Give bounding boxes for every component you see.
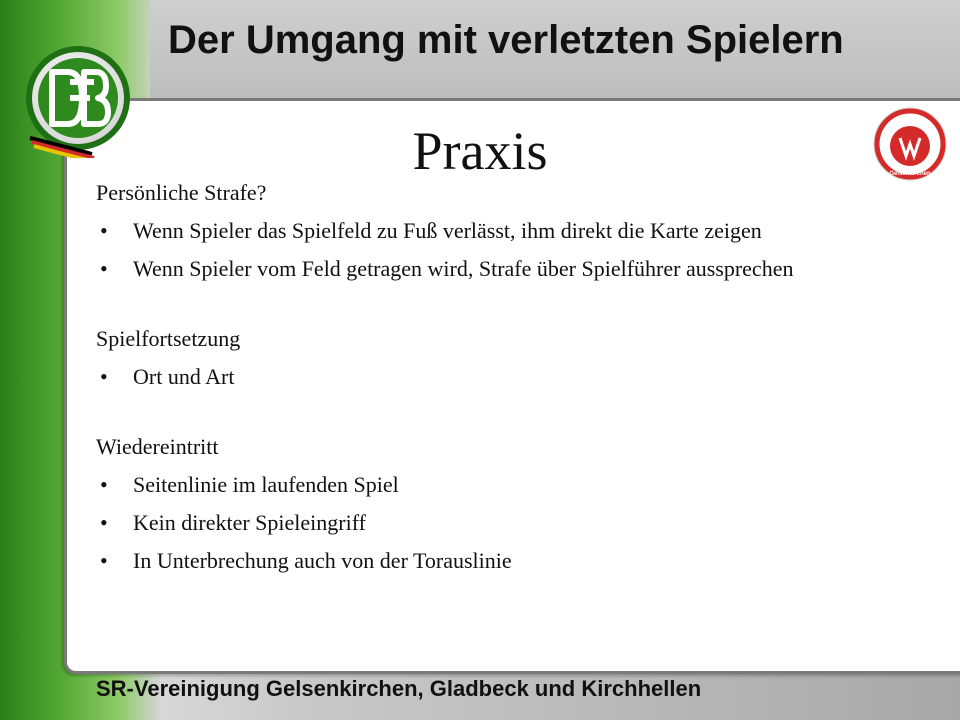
slide-heading: Praxis	[412, 121, 548, 181]
kreis-logo-top-text: Kreis 12	[896, 117, 924, 124]
bullet-icon: •	[100, 364, 108, 389]
section-label: Spielfortsetzung	[96, 326, 241, 351]
slide-body	[96, 178, 836, 576]
section-persoenliche-strafe	[96, 178, 836, 284]
bullet-icon: •	[100, 510, 108, 535]
list-item	[96, 216, 836, 246]
list-item-text: In Unterbrechung auch von der Torauslinie	[133, 548, 512, 573]
bullet-icon: •	[100, 548, 108, 573]
bullet-icon: •	[100, 256, 108, 281]
list-item-text: Wenn Spieler vom Feld getragen wird, Strafe über Spielführer aussprechen	[133, 256, 794, 281]
kreis-logo-bottom-text: Gelsenkirchen	[889, 171, 931, 177]
list-item-text: Kein direkter Spieleingriff	[133, 510, 366, 535]
footer-text: SR-Vereinigung Gelsenkirchen, Gladbeck und Kirchhellen	[96, 676, 702, 701]
list-item	[96, 546, 836, 576]
bullet-icon: •	[100, 218, 108, 243]
list-item-text: Ort und Art	[133, 364, 235, 389]
list-item	[96, 470, 836, 500]
bullet-icon: •	[100, 472, 108, 497]
list-item	[96, 254, 836, 284]
section-spielfortsetzung	[96, 324, 836, 392]
list-item	[96, 362, 836, 392]
list-item-text: Seitenlinie im laufenden Spiel	[133, 472, 399, 497]
slide-title: Der Umgang mit verletzten Spielern	[168, 18, 844, 62]
list-item-text: Wenn Spieler das Spielfeld zu Fuß verlässt, ihm direkt die Karte zeigen	[133, 218, 762, 243]
list-item	[96, 508, 836, 538]
section-label: Persönliche Strafe?	[96, 180, 267, 205]
section-label: Wiedereintritt	[96, 434, 219, 459]
section-wiedereintritt	[96, 432, 836, 576]
